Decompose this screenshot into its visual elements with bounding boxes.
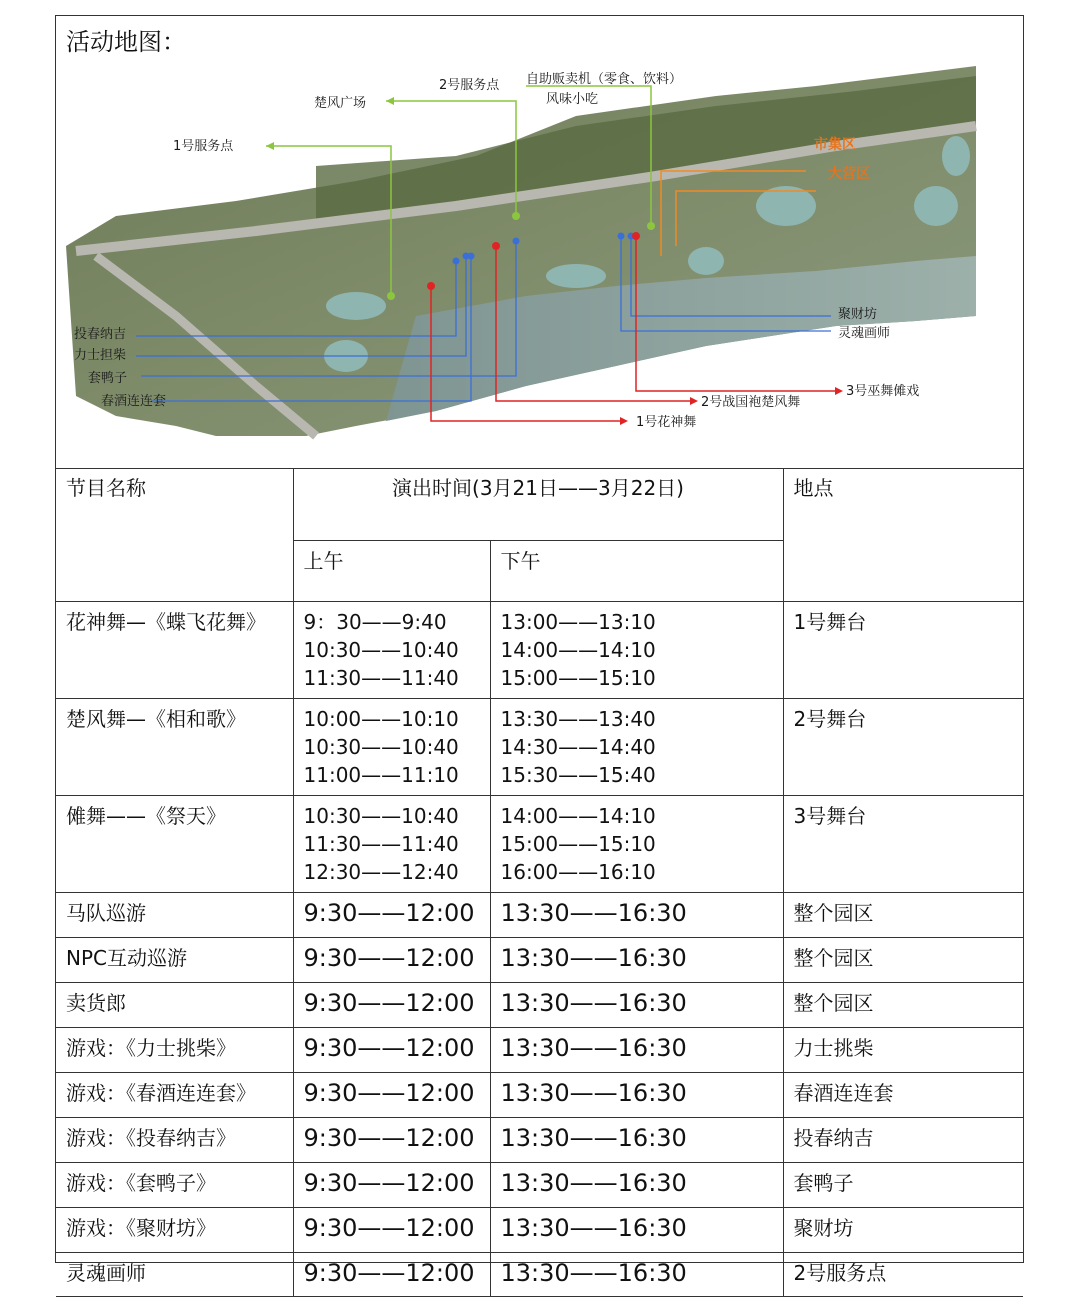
time-slot: 15:00——15:10 bbox=[500, 831, 656, 856]
pond bbox=[914, 186, 958, 226]
time-slot: 12:30——12:40 bbox=[303, 859, 459, 884]
afternoon-time: 13:30——16:30 bbox=[490, 1117, 783, 1162]
morning-time: 9:30——12:00 bbox=[293, 1252, 490, 1296]
morning-time: 9:30——12:00 bbox=[293, 892, 490, 937]
time-slot: 11:30——11:40 bbox=[303, 831, 459, 856]
afternoon-times bbox=[490, 601, 783, 698]
table-row bbox=[56, 1252, 1023, 1296]
morning-times bbox=[293, 698, 490, 795]
afternoon-times bbox=[490, 698, 783, 795]
venue: 套鸭子 bbox=[783, 1162, 1023, 1207]
header-place: 地点 bbox=[783, 468, 1023, 601]
header-name: 节目名称 bbox=[56, 468, 293, 601]
header-row bbox=[56, 468, 1023, 540]
table-row bbox=[56, 1027, 1023, 1072]
venue: 整个园区 bbox=[783, 892, 1023, 937]
time-slot: 11:00——11:10 bbox=[303, 762, 459, 787]
morning-times bbox=[293, 795, 490, 892]
program-name: 灵魂画师 bbox=[56, 1252, 293, 1296]
morning-time: 9:30——12:00 bbox=[293, 937, 490, 982]
table-row bbox=[56, 1207, 1023, 1252]
toss-label: 投春纳吉 bbox=[74, 327, 127, 342]
painter-label: 灵魂画师 bbox=[838, 326, 891, 341]
afternoon-time: 13:30——16:30 bbox=[490, 892, 783, 937]
time-slot: 14:00——14:10 bbox=[500, 637, 656, 662]
afternoon-time: 13:30——16:30 bbox=[490, 1072, 783, 1117]
program-name: 卖货郎 bbox=[56, 982, 293, 1027]
stage-2-label: 2号战国袍楚风舞 bbox=[701, 395, 801, 410]
venue: 2号服务点 bbox=[783, 1252, 1023, 1296]
time-slot: 14:30——14:40 bbox=[500, 734, 656, 759]
wine-toss-label: 春酒连连套 bbox=[101, 394, 167, 409]
venue: 整个园区 bbox=[783, 937, 1023, 982]
program-name: 游戏：《春酒连连套》 bbox=[56, 1072, 293, 1117]
program-name: NPC互动巡游 bbox=[56, 937, 293, 982]
program-name: 马队巡游 bbox=[56, 892, 293, 937]
time-slot: 13:30——13:40 bbox=[500, 706, 656, 731]
time-slot: 14:00——14:10 bbox=[500, 803, 656, 828]
document-frame bbox=[55, 15, 1024, 1287]
time-slot: 13:00——13:10 bbox=[500, 609, 656, 634]
service-point-2-label: 2号服务点 bbox=[439, 78, 500, 93]
header-morning: 上午 bbox=[293, 540, 490, 601]
venue: 2号舞台 bbox=[783, 698, 1023, 795]
activity-map-section bbox=[56, 16, 1023, 469]
morning-time: 9:30——12:00 bbox=[293, 1117, 490, 1162]
table-row bbox=[56, 795, 1023, 892]
venue: 聚财坊 bbox=[783, 1207, 1023, 1252]
table-row bbox=[56, 892, 1023, 937]
afternoon-time: 13:30——16:30 bbox=[490, 937, 783, 982]
table-row bbox=[56, 982, 1023, 1027]
table-row bbox=[56, 698, 1023, 795]
morning-time: 9:30——12:00 bbox=[293, 1162, 490, 1207]
pond bbox=[756, 186, 816, 226]
table-row bbox=[56, 1117, 1023, 1162]
program-name: 楚风舞—《相和歌》 bbox=[56, 698, 293, 795]
afternoon-time: 13:30——16:30 bbox=[490, 1207, 783, 1252]
table-row bbox=[56, 601, 1023, 698]
stage-1-label: 1号花神舞 bbox=[636, 415, 697, 430]
time-slot: 10:00——10:10 bbox=[303, 706, 459, 731]
afternoon-time: 13:30——16:30 bbox=[490, 982, 783, 1027]
header-afternoon: 下午 bbox=[490, 540, 783, 601]
activity-map bbox=[56, 16, 1023, 468]
header-time: 演出时间(3月21日——3月22日) bbox=[293, 468, 783, 540]
pond bbox=[688, 247, 724, 275]
afternoon-time: 13:30——16:30 bbox=[490, 1162, 783, 1207]
venue: 投春纳吉 bbox=[783, 1117, 1023, 1162]
vending-machine-label: 自助贩卖机（零食、饮料） bbox=[526, 72, 683, 87]
venue: 整个园区 bbox=[783, 982, 1023, 1027]
program-name: 游戏：《聚财坊》 bbox=[56, 1207, 293, 1252]
venue: 1号舞台 bbox=[783, 601, 1023, 698]
program-name: 游戏：《套鸭子》 bbox=[56, 1162, 293, 1207]
time-slot: 9：30——9:40 bbox=[303, 609, 447, 634]
schedule-table bbox=[56, 468, 1023, 1297]
program-name: 傩舞——《祭天》 bbox=[56, 795, 293, 892]
map-title: 活动地图： bbox=[66, 28, 186, 56]
morning-time: 9:30——12:00 bbox=[293, 1072, 490, 1117]
table-row bbox=[56, 1072, 1023, 1117]
morning-time: 9:30——12:00 bbox=[293, 1027, 490, 1072]
time-slot: 10:30——10:40 bbox=[303, 803, 459, 828]
lishi-label: 力士担柴 bbox=[74, 348, 127, 363]
table-row bbox=[56, 1162, 1023, 1207]
time-slot: 11:30——11:40 bbox=[303, 665, 459, 690]
zone-a-label: 市集区 bbox=[814, 137, 856, 153]
afternoon-time: 13:30——16:30 bbox=[490, 1027, 783, 1072]
morning-time: 9:30——12:00 bbox=[293, 1207, 490, 1252]
service-point-1-label: 1号服务点 bbox=[173, 139, 234, 154]
jucaifang-label: 聚财坊 bbox=[838, 307, 878, 322]
venue: 力士挑柴 bbox=[783, 1027, 1023, 1072]
time-slot: 15:00——15:10 bbox=[500, 665, 656, 690]
morning-times bbox=[293, 601, 490, 698]
morning-time: 9:30——12:00 bbox=[293, 982, 490, 1027]
table-row bbox=[56, 937, 1023, 982]
snacks-label: 风味小吃 bbox=[546, 92, 599, 107]
time-slot: 16:00——16:10 bbox=[500, 859, 656, 884]
square-label: 楚风广场 bbox=[314, 96, 367, 111]
pond bbox=[942, 136, 970, 176]
time-slot: 10:30——10:40 bbox=[303, 734, 459, 759]
program-name: 花神舞—《蝶飞花舞》 bbox=[56, 601, 293, 698]
program-name: 游戏：《力士挑柴》 bbox=[56, 1027, 293, 1072]
afternoon-times bbox=[490, 795, 783, 892]
venue: 春酒连连套 bbox=[783, 1072, 1023, 1117]
afternoon-time: 13:30——16:30 bbox=[490, 1252, 783, 1296]
time-slot: 10:30——10:40 bbox=[303, 637, 459, 662]
pond bbox=[546, 264, 606, 288]
zone-b-label: 大营区 bbox=[828, 166, 870, 182]
venue: 3号舞台 bbox=[783, 795, 1023, 892]
time-slot: 15:30——15:40 bbox=[500, 762, 656, 787]
duck-label: 套鸭子 bbox=[88, 371, 128, 386]
program-name: 游戏：《投春纳吉》 bbox=[56, 1117, 293, 1162]
stage-3-label: 3号巫舞傩戏 bbox=[846, 384, 920, 399]
pond bbox=[326, 292, 386, 320]
